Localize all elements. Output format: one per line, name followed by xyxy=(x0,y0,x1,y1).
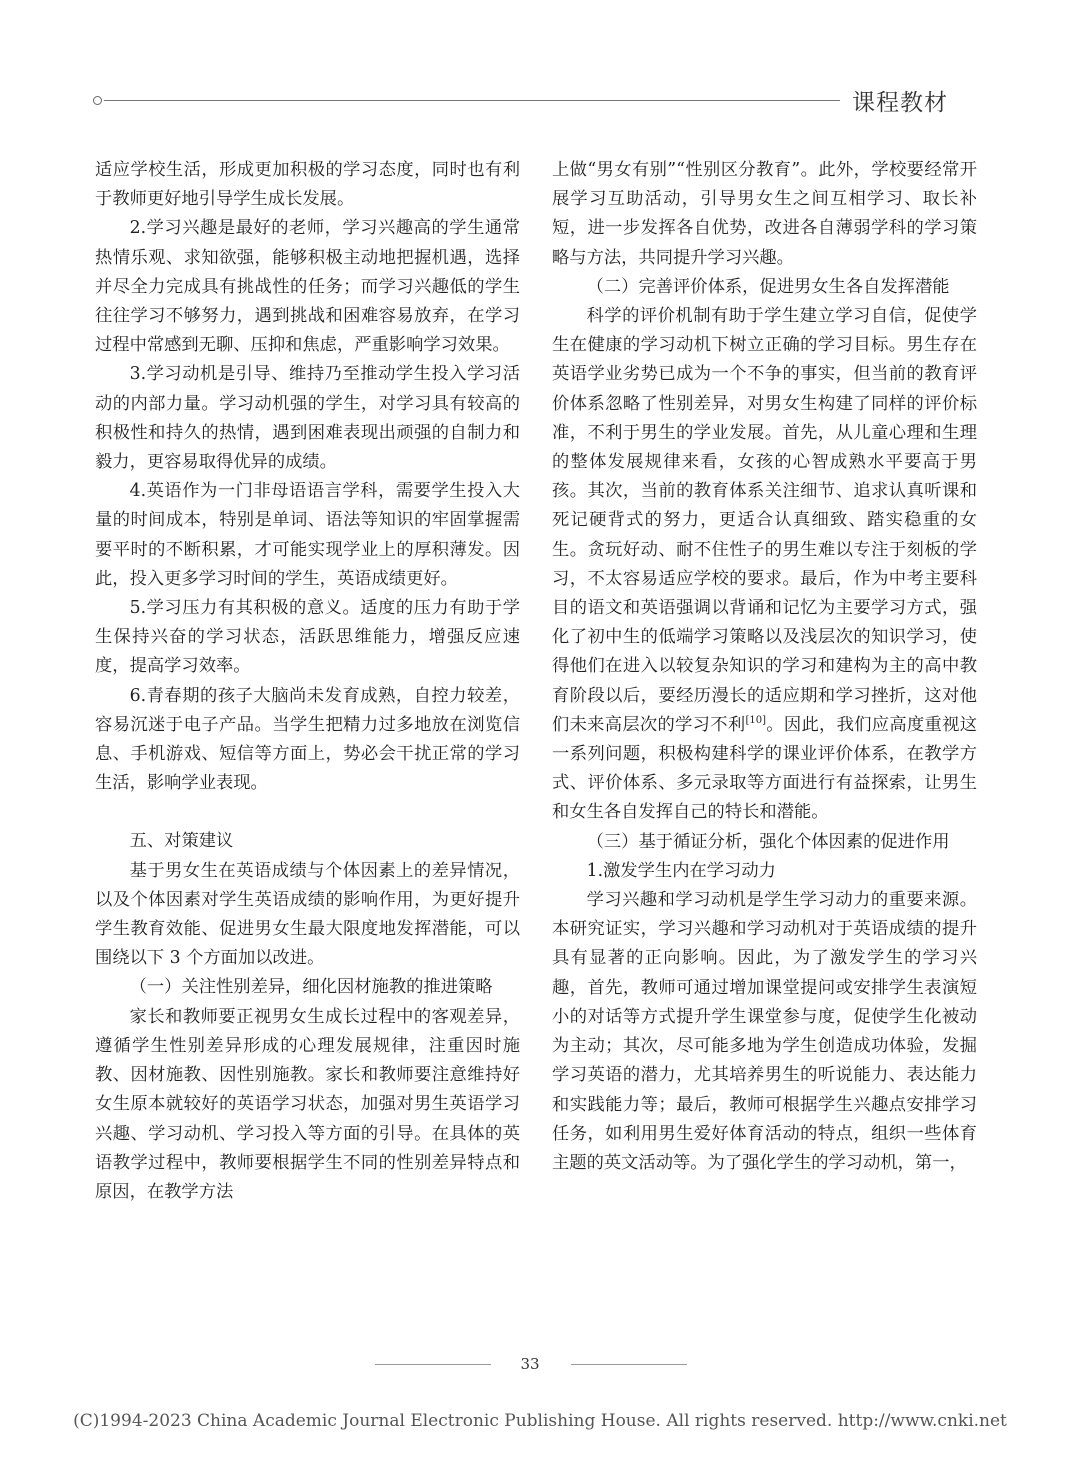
paragraph-text: 。因此，我们应高度重视这一系列问题，积极构建科学的课业评价体系，在教学方式、评价体系、多元录取等方面进行有益探索，让男生和女生各自发挥自己的特长和潜能。 xyxy=(552,714,977,823)
citation-reference: [10] xyxy=(745,715,766,727)
subsection-heading: （一）关注性别差异，细化因材施教的推进策略 xyxy=(129,977,493,998)
paragraph: 学习兴趣和学习动机是学生学习动力的重要来源。本研究证实，学习兴趣和学习动机对于英语成绩的提升具有显著的正向影响。因此，为了激发学生的学习兴趣，首先，教师可通过增加课堂提问或安排学生表演短小的对话等方式提升学生课堂参与度，促使学生化被动为主动；其次，尽可能多地为学生创造成功体验，发掘学习英语的潜力，尤其培养男生的听说能力、表达能力和实践能力等；最后，教师可根据学生兴趣点安排学习任务，如利用男生爱好体育活动的特点，组织一些体育主题的英文活动等。为了强化学生的学习动机，第一， xyxy=(552,890,977,1173)
paragraph: 4.英语作为一门非母语语言学科，需要学生投入大量的时间成本，特别是单词、语法等知识的牢固掌握需要平时的不断积累，才可能实现学业上的厚积薄发。因此，投入更多学习时间的学生，英语成绩更好。 xyxy=(95,481,520,589)
paragraph: 5.学习压力有其积极的意义。适度的压力有助于学生保持兴奋的学习状态，活跃思维能力，增强反应速度，提高学习效率。 xyxy=(95,598,520,677)
paragraph: 家长和教师要正视男女生成长过程中的客观差异，遵循学生性别差异形成的心理发展规律，注重因时施教、因材施教、因性别施教。家长和教师要注意维持好女生原本就较好的英语学习状态，加强对男生英语学习兴趣、学习动机、学习投入等方面的引导。在具体的英语教学过程中，教师要根据学生不同的性别差异特点和原因，在教学方法 xyxy=(95,1006,520,1202)
paragraph: 6.青春期的孩子大脑尚未发育成熟，自控力较差，容易沉迷于电子产品。当学生把精力过多地放在浏览信息、手机游戏、短信等方面上，势必会干扰正常的学习生活，影响学业表现。 xyxy=(95,685,520,794)
paragraph: 2.学习兴趣是最好的老师，学习兴趣高的学生通常热情乐观、求知欲强，能够积极主动地把握机遇，选择并尽全力完成具有挑战性的任务；而学习兴趣低的学生往往学习不够努力，遇到挑战和困难容易放弃，在学习过程中常感到无聊、压抑和焦虑，严重影响学习效果。 xyxy=(95,218,520,356)
item-heading: 1.激发学生内在学习动力 xyxy=(586,860,776,881)
paragraph: 适应学校生活，形成更加积极的学习态度，同时也有利于教师更好地引导学生成长发展。 xyxy=(95,160,520,210)
paragraph: 基于男女生在英语成绩与个体因素上的差异情况，以及个体因素对学生英语成绩的影响作用，为更好提升学生教育效能、促进男女生最大限度地发挥潜能，可以围绕以下 3 个方面加以改进。 xyxy=(95,860,520,969)
paragraph-text: 科学的评价机制有助于学生建立学习自信，促使学生在健康的学习动机下树立正确的学习目标。男生存在英语学业劣势已成为一个不争的事实，但当前的教育评价体系忽略了性别差异，对男女生构建了同样的评价标准，不利于男生的学业发展。首先，从儿童心理和生理的整体发展规律来看，女孩的心智成熟水平要高于男孩。其次，当前的教育体系关注细节、追求认真听课和死记硬背式的努力，更适合认真细致、踏实稳重的女生。贪玩好动、耐不住性子的男生难以专注于刻板的学习，不太容易适应学校的要求。最后，作为中考主要科目的语文和英语强调以背诵和记忆为主要学习方式，强化了初中生的低端学习策略以及浅层次的知识学习，使得他们在进入以较复杂知识的学习和建构为主的高中教育阶段以后，要经历漫长的适应期和学习挫折，这对他们未来高层次的学习不利 xyxy=(552,306,977,735)
header-rule xyxy=(104,100,840,101)
paragraph xyxy=(552,302,977,828)
right-column xyxy=(552,156,977,1178)
section-heading: 五、对策建议 xyxy=(129,831,234,852)
footer-rule-right xyxy=(571,1364,687,1365)
subsection-heading: （二）完善评价体系，促进男女生各自发挥潜能 xyxy=(586,276,950,297)
header-section-name: 课程教材 xyxy=(852,90,948,116)
copyright-notice: (C)1994-2023 China Academic Journal Electronic Publishing House. All rights reserved. http://www.cnki.net xyxy=(73,1411,1007,1431)
footer-rule-left xyxy=(375,1364,491,1365)
header-circle xyxy=(93,96,102,105)
subsection-heading: （三）基于循证分析，强化个体因素的促进作用 xyxy=(586,831,950,852)
left-column xyxy=(95,156,520,1207)
paragraph: 3.学习动机是引导、维持乃至推动学生投入学习活动的内部力量。学习动机强的学生，对学习具有较高的积极性和持久的热情，遇到困难表现出顽强的自制力和毅力，更容易取得优异的成绩。 xyxy=(95,364,520,473)
page-number: 33 xyxy=(520,1355,540,1373)
paragraph: 上做“男女有别”“性别区分教育”。此外，学校要经常开展学习互助活动，引导男女生之间互相学习、取长补短，进一步发挥各自优势，改进各自薄弱学科的学习策略与方法，共同提升学习兴趣。 xyxy=(552,160,977,268)
